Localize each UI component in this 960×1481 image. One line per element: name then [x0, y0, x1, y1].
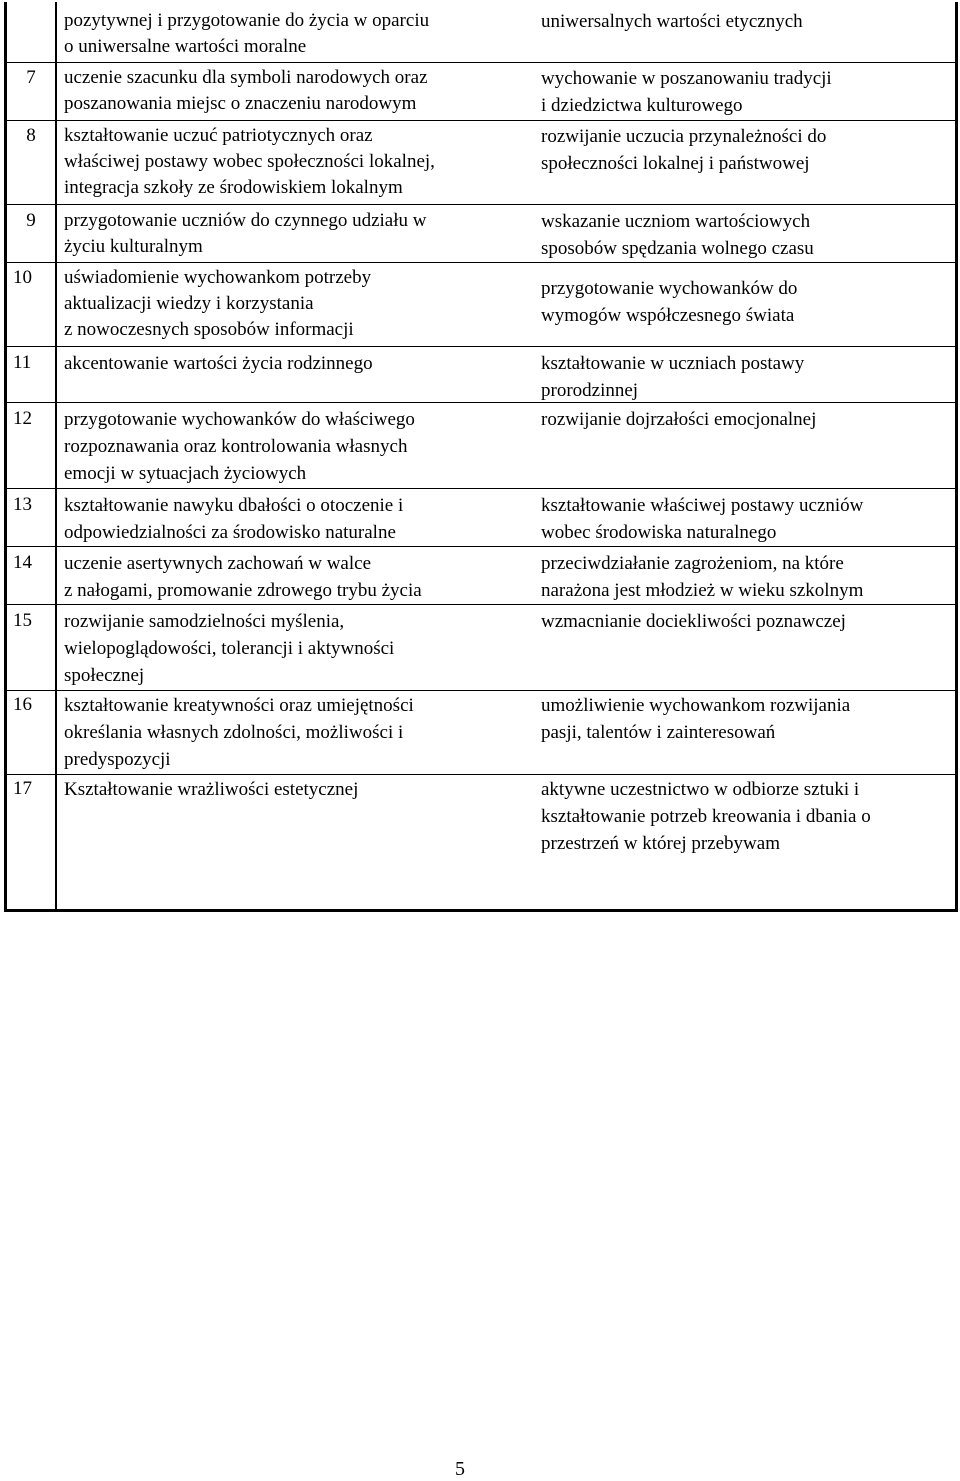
goal-cell: Kształtowanie wrażliwości estetycznej: [64, 779, 359, 800]
table-row: [7, 346, 955, 403]
table-row: [7, 4, 955, 62]
task-cell: przeciwdziałanie zagrożeniom, na które narażona jest młodzież w wieku szkolnym: [541, 553, 864, 601]
table-row: [7, 120, 955, 205]
goal-cell: pozytywnej i przygotowanie do życia w oparciu o uniwersalne wartości moralne: [64, 10, 430, 57]
goals-table: [4, 2, 958, 912]
table-row: [7, 204, 955, 263]
page-number: 5: [455, 1458, 465, 1480]
task-cell: uniwersalnych wartości etycznych: [541, 11, 803, 32]
goal-cell: kształtowanie nawyku dbałości o otoczenie i odpowiedzialności za środowisko naturalne: [64, 495, 404, 543]
task-cell: wychowanie w poszanowaniu tradycji i dziedzictwa kulturowego: [541, 68, 832, 116]
task-cell: aktywne uczestnictwo w odbiorze sztuki i kształtowanie potrzeb kreowania i dbania o przestrzeń w której przebywam: [541, 779, 871, 854]
goal-cell: przygotowanie uczniów do czynnego udziału w życiu kulturalnym: [64, 210, 427, 257]
goal-cell: uczenie szacunku dla symboli narodowych oraz poszanowania miejsc o znaczeniu narodowym: [64, 67, 428, 114]
row-number: 7: [26, 67, 36, 88]
row-number: 10: [13, 267, 32, 288]
table-row: [7, 774, 955, 875]
table-row: [7, 402, 955, 489]
task-cell: wzmacnianie dociekliwości poznawczej: [541, 611, 846, 632]
goal-cell: rozwijanie samodzielności myślenia, wielopoglądowości, tolerancji i aktywności społecznej: [64, 611, 395, 686]
task-cell: wskazanie uczniom wartościowych sposobów spędzania wolnego czasu: [541, 211, 814, 259]
row-number: 16: [13, 694, 32, 715]
table-row: [7, 546, 955, 605]
goal-cell: przygotowanie wychowanków do właściwego rozpoznawania oraz kontrolowania własnych emocji w sytuacjach życiowych: [64, 409, 415, 484]
table-row: [7, 604, 955, 691]
table-row: [7, 62, 955, 121]
task-cell: kształtowanie właściwej postawy uczniów wobec środowiska naturalnego: [541, 495, 864, 543]
goal-cell: uczenie asertywnych zachowań w walce z nałogami, promowanie zdrowego trybu życia: [64, 553, 422, 601]
table-row: [7, 488, 955, 547]
table-row: [7, 690, 955, 775]
goal-cell: kształtowanie uczuć patriotycznych oraz właściwej postawy wobec społeczności lokalnej, integracja szkoły ze środowiskiem lokalnym: [64, 125, 435, 198]
row-number: 15: [13, 610, 32, 631]
row-number: 11: [13, 352, 32, 373]
row-number: 9: [26, 210, 36, 231]
row-number: 12: [13, 408, 32, 429]
task-cell: rozwijanie uczucia przynależności do społeczności lokalnej i państwowej: [541, 126, 827, 174]
task-cell: rozwijanie dojrzałości emocjonalnej: [541, 409, 817, 430]
row-number: 14: [13, 552, 32, 573]
task-cell: kształtowanie w uczniach postawy prorodzinnej: [541, 353, 805, 401]
row-number: 8: [26, 125, 36, 146]
goal-cell: akcentowanie wartości życia rodzinnego: [64, 353, 373, 374]
task-cell: przygotowanie wychowanków do wymogów współczesnego świata: [541, 278, 798, 326]
goal-cell: kształtowanie kreatywności oraz umiejętności określania własnych zdolności, możliwości i predyspozycji: [64, 695, 414, 770]
goal-cell: uświadomienie wychowankom potrzeby aktualizacji wiedzy i korzystania z nowoczesnych sposobów informacji: [64, 267, 372, 340]
task-cell: umożliwienie wychowankom rozwijania pasji, talentów i zainteresowań: [541, 695, 851, 743]
row-number: 13: [13, 494, 32, 515]
table-row: [7, 262, 955, 347]
row-number: 17: [13, 778, 32, 799]
